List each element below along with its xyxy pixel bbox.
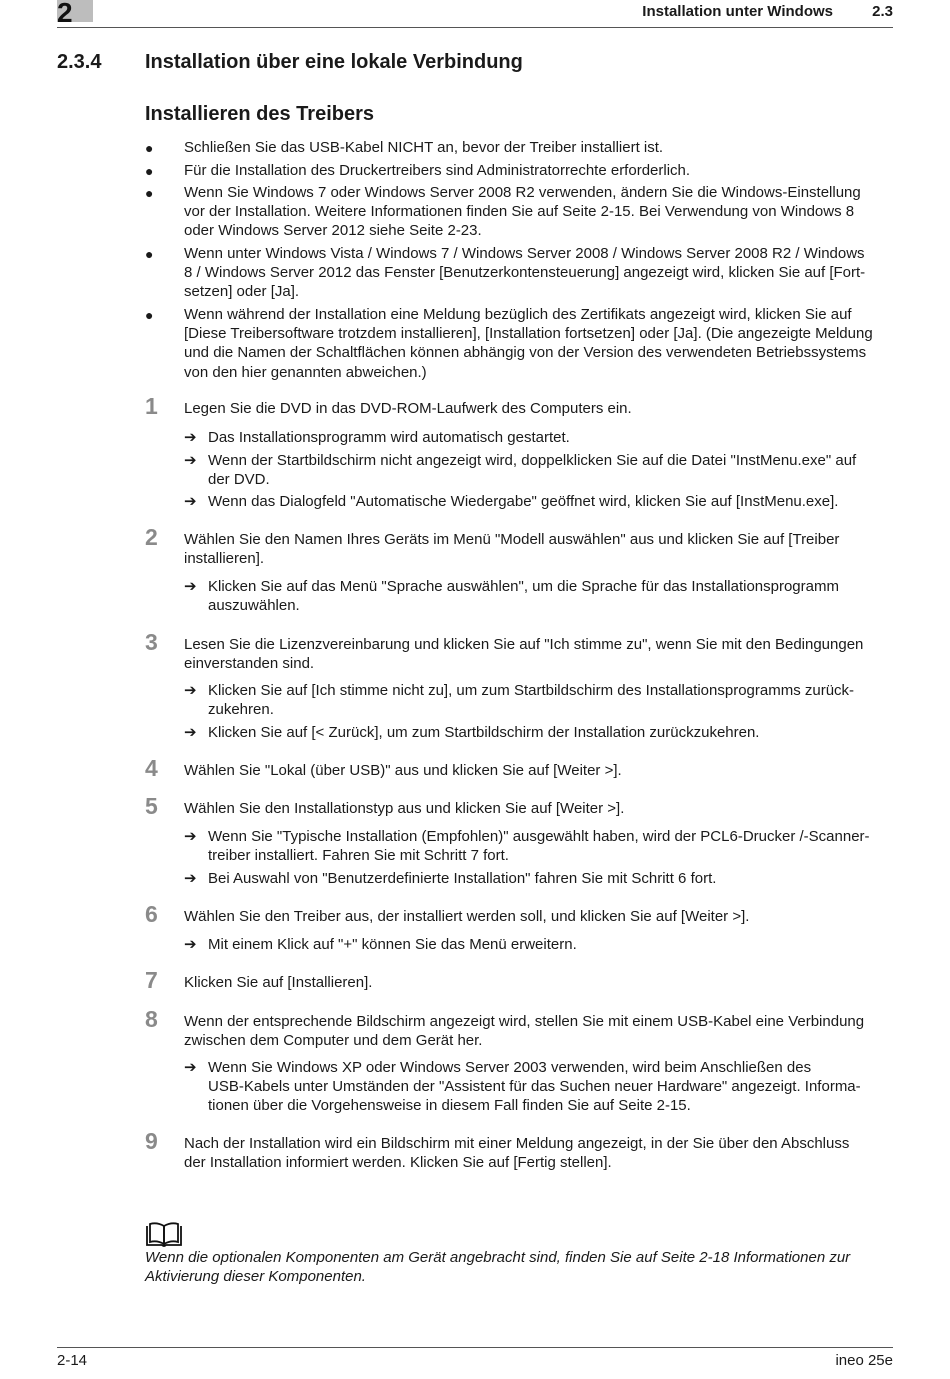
text-line: Schließen Sie das USB-Kabel NICHT an, bevor der Treiber installiert ist.	[184, 139, 664, 156]
text-line: oder Windows Server 2012 siehe Seite 2-23.	[184, 222, 482, 240]
text-line: der Installation informiert werden. Klicken Sie auf [Fertig stellen].	[184, 1154, 612, 1172]
step-number: 5	[145, 793, 158, 819]
text-line: installieren].	[184, 550, 265, 568]
text-line: Wenn Sie Windows 7 oder Windows Server 2008 R2 verwenden, ändern Sie die Windows-Einstellung	[184, 184, 861, 201]
text-line: einverstanden sind.	[184, 655, 315, 673]
text-line: Klicken Sie auf [Ich stimme nicht zu], um zum Startbildschirm des Installationsprogramms zurück-	[208, 682, 855, 699]
subheading: Installieren des Treibers	[145, 103, 374, 125]
substep-text	[208, 827, 896, 865]
arrow-icon: ➔	[184, 578, 197, 595]
bullet-dot: ●	[145, 140, 154, 156]
section-title: Installation über eine lokale Verbindung	[145, 51, 523, 73]
substep-text	[208, 577, 896, 615]
step-text	[184, 635, 896, 673]
page-number: 2-14	[57, 1352, 88, 1369]
text-line: Wenn das Dialogfeld "Automatische Wiedergabe" geöffnet wird, klicken Sie auf [InstMenu.exe].	[208, 493, 839, 510]
text-line: Mit einem Klick auf "+" können Sie das Menü erweitern.	[208, 936, 577, 953]
substep-text	[208, 492, 896, 511]
step-text	[184, 399, 896, 418]
text-line: Wenn Sie Windows XP oder Windows Server 2003 verwenden, wird beim Anschließen des	[208, 1059, 812, 1076]
step-text	[184, 907, 896, 926]
text-line: Wenn Sie "Typische Installation (Empfohlen)" ausgewählt haben, wird der PCL6-Drucker /-Scanner-	[208, 828, 870, 845]
step-number: 2	[145, 524, 158, 550]
note-line: Aktivierung dieser Komponenten.	[145, 1268, 366, 1286]
step-text	[184, 1012, 896, 1050]
step-text	[184, 761, 896, 780]
text-line: zukehren.	[208, 701, 274, 719]
text-line: Für die Installation des Druckertreibers sind Administratorrechte erforderlich.	[184, 162, 691, 179]
step-text	[184, 530, 896, 568]
text-line: Lesen Sie die Lizenzvereinbarung und klicken Sie auf "Ich stimme zu", wenn Sie mit den Bedingungen	[184, 636, 864, 653]
substep-text	[208, 681, 896, 719]
text-line: Klicken Sie auf das Menü "Sprache auswählen", um die Sprache für das Installationsprogramm	[208, 578, 839, 595]
section-number: 2.3.4	[57, 51, 102, 73]
text-line: zwischen dem Computer und dem Gerät her.	[184, 1032, 483, 1050]
text-line: auszuwählen.	[208, 597, 300, 615]
text-line: treiber installiert. Fahren Sie mit Schritt 7 fort.	[208, 847, 509, 865]
text-line: Wählen Sie den Treiber aus, der installiert werden soll, und klicken Sie auf [Weiter >].	[184, 908, 750, 925]
step-number: 7	[145, 967, 158, 993]
arrow-icon: ➔	[184, 724, 197, 741]
bullet-item	[184, 161, 896, 180]
arrow-icon: ➔	[184, 493, 197, 510]
text-line: Wählen Sie den Namen Ihres Geräts im Menü "Modell auswählen" aus und klicken Sie auf [Treiber	[184, 531, 840, 548]
header-title: Installation unter Windows	[642, 3, 833, 20]
text-line: Nach der Installation wird ein Bildschirm mit einer Meldung angezeigt, in der Sie über den Abschluss	[184, 1135, 850, 1152]
text-line: und die Namen der Schaltflächen können abhängig von der Version des verwendeten Betriebssystems	[184, 344, 867, 362]
text-line: Wählen Sie "Lokal (über USB)" aus und klicken Sie auf [Weiter >].	[184, 762, 622, 779]
arrow-icon: ➔	[184, 828, 197, 845]
text-line: Wenn der Startbildschirm nicht angezeigt wird, doppelklicken Sie auf die Datei "InstMenu.exe" auf	[208, 452, 857, 469]
substep-text	[208, 428, 896, 447]
text-line: tionen über die Vorgehensweise in diesem Fall finden Sie auf Seite 2-15.	[208, 1097, 691, 1115]
arrow-icon: ➔	[184, 429, 197, 446]
header-section: 2.3	[872, 3, 893, 20]
step-number: 8	[145, 1006, 158, 1032]
step-number: 3	[145, 629, 158, 655]
text-line: der DVD.	[208, 471, 270, 489]
product-name: ineo 25e	[835, 1352, 893, 1369]
substep-text	[208, 935, 896, 954]
text-line: Wenn unter Windows Vista / Windows 7 / Windows Server 2008 / Windows Server 2008 R2 / Windows	[184, 245, 865, 262]
text-line: [Diese Treibersoftware trotzdem installieren], [Installation fortsetzen] oder [Ja]. (Die angezeigte Meldung	[184, 325, 873, 343]
text-line: Wählen Sie den Installationstyp aus und klicken Sie auf [Weiter >].	[184, 800, 625, 817]
step-number: 4	[145, 755, 158, 781]
arrow-icon: ➔	[184, 936, 197, 953]
step-text	[184, 1134, 896, 1172]
bullet-item	[184, 244, 896, 302]
substep-text	[208, 451, 896, 489]
text-line: setzen] oder [Ja].	[184, 283, 300, 301]
note-line: Wenn die optionalen Komponenten am Gerät angebracht sind, finden Sie auf Seite 2-18 Informationen zur	[145, 1249, 851, 1266]
text-line: Klicken Sie auf [Installieren].	[184, 974, 373, 991]
text-line: Klicken Sie auf [< Zurück], um zum Startbildschirm der Installation zurückzukehren.	[208, 724, 760, 741]
arrow-icon: ➔	[184, 452, 197, 469]
text-line: Wenn der entsprechende Bildschirm angezeigt wird, stellen Sie mit einem USB-Kabel eine Verbindung	[184, 1013, 865, 1030]
footer-rule	[57, 1347, 893, 1348]
text-line: vor der Installation. Weitere Informationen finden Sie auf Seite 2-15. Bei Verwendung von Windows 8	[184, 203, 855, 221]
bullet-dot: ●	[145, 307, 154, 323]
text-line: Legen Sie die DVD in das DVD-ROM-Laufwerk des Computers ein.	[184, 400, 632, 417]
substep-text	[208, 723, 896, 742]
arrow-icon: ➔	[184, 1059, 197, 1076]
note-text	[145, 1248, 895, 1286]
bullet-dot: ●	[145, 163, 154, 179]
text-line: Das Installationsprogramm wird automatisch gestartet.	[208, 429, 570, 446]
bullet-item	[184, 305, 896, 382]
bullet-item	[184, 183, 896, 241]
step-number: 9	[145, 1128, 158, 1154]
step-number: 1	[145, 393, 158, 419]
step-number: 6	[145, 901, 158, 927]
arrow-icon: ➔	[184, 870, 197, 887]
step-text	[184, 973, 896, 992]
text-line: von den hier genannten abweichen.)	[184, 363, 427, 381]
bullet-item	[184, 138, 896, 157]
header-rule	[57, 27, 893, 28]
substep-text	[208, 1058, 896, 1116]
chapter-number: 2	[57, 0, 73, 28]
arrow-icon: ➔	[184, 682, 197, 699]
bullet-dot: ●	[145, 185, 154, 201]
text-line: Wenn während der Installation eine Meldung bezüglich des Zertifikats angezeigt wird, klicken Sie auf	[184, 306, 852, 323]
text-line: Bei Auswahl von "Benutzerdefinierte Installation" fahren Sie mit Schritt 6 fort.	[208, 870, 717, 887]
substep-text	[208, 869, 896, 888]
bullet-dot: ●	[145, 246, 154, 262]
step-text	[184, 799, 896, 818]
text-line: USB-Kabels unter Umständen der "Assistent für das Suchen neuer Hardware" angezeigt. Informa-	[208, 1078, 861, 1096]
text-line: 8 / Windows Server 2012 das Fenster [Benutzerkontensteuerung] angezeigt wird, klicken Sie auf [Fort-	[184, 264, 866, 282]
